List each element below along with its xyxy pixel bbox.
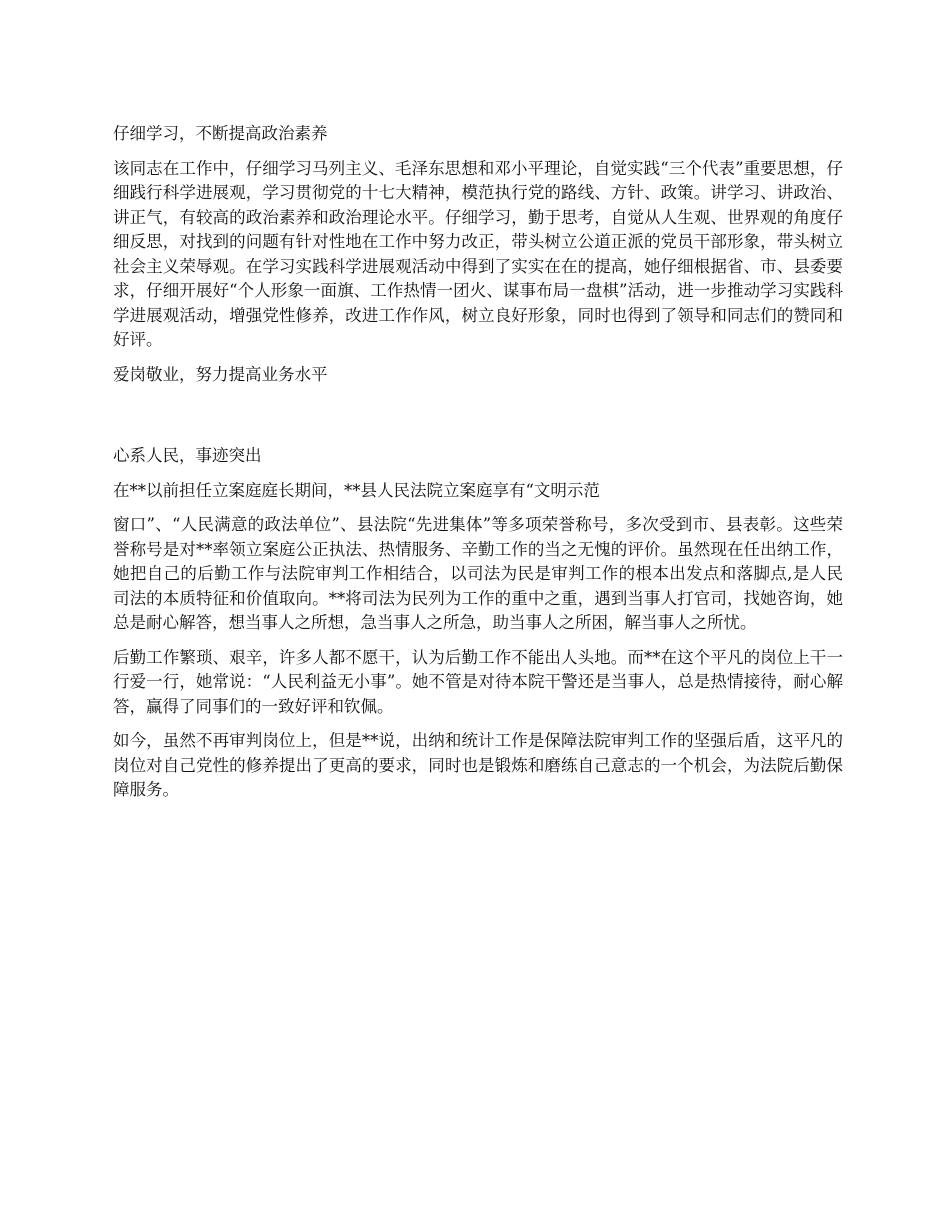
paragraph-logistics: 后勤工作繁琐、艰辛，许多人都不愿干，认为后勤工作不能出人头地。而**在这个平凡的岗位上干一行爱一行，她常说：“人民利益无小事”。她不管是对待本院干警还是当事人，总是热情接待，耐心解答，赢得了同事们的一致好评和钦佩。 xyxy=(113,647,843,716)
paragraph-honors: 窗口”、“人民满意的政法单位”、县法院“先进集体”等多项荣誉称号，多次受到市、县表彰。这些荣誉称号是对**率领立案庭公正执法、热情服务、辛勤工作的当之无愧的评价。虽然现在任出纳工作，她把自己的后勤工作与法院审判工作相结合，以司法为民是审判工作的根本出发点和落脚点,是人民司法的本质特征和价值取向。**将司法为民列为工作的重中之重，遇到当事人打官司，找她咨询，她总是耐心解答，想当事人之所想，急当事人之所急，助当事人之所困，解当事人之所忧。 xyxy=(113,515,843,632)
blank-spacer xyxy=(113,397,843,444)
section-heading-people: 心系人民，事迹突出 xyxy=(113,446,262,465)
paragraph-honors-intro: 在**以前担任立案庭庭长期间，**县人民法院立案庭享有“文明示范 xyxy=(113,480,600,500)
document-body xyxy=(113,122,843,813)
paragraph-current-role: 如今，虽然不再审判岗位上，但是**说，出纳和统计工作是保障法院审判工作的坚强后盾，这平凡的岗位对自己党性的修养提出了更高的要求，同时也是锻炼和磨练自己意志的一个机会，为法院后勤保障服务。 xyxy=(113,731,843,799)
paragraph-study: 该同志在工作中，仔细学习马列主义、毛泽东思想和邓小平理论，自觉实践“三个代表”重要思想，仔细践行科学进展观，学习贯彻党的十七大精神，模范执行党的路线、方针、政策。讲学习、讲政治、讲正气，有较高的政治素养和政治理论水平。仔细学习，勤于思考，自觉从人生观、世界观的角度仔细反思，对找到的问题有针对性地在工作中努力改正，带头树立公道正派的党员干部形象，带头树立社会主义荣辱观。在学习实践科学进展观活动中得到了实实在在的提高，她仔细根据省、市、县委要求，仔细开展好“个人形象一面旗、工作热情一团火、谋事布局一盘棋”活动，进一步推动学习实践科学进展观活动，增强党性修养，改进工作作风，树立良好形象，同时也得到了领导和同志们的赞同和好评。 xyxy=(113,158,843,349)
section-heading-dedication: 爱岗敬业，努力提高业务水平 xyxy=(113,364,328,384)
section-heading-study: 仔细学习，不断提高政治素养 xyxy=(113,124,328,143)
